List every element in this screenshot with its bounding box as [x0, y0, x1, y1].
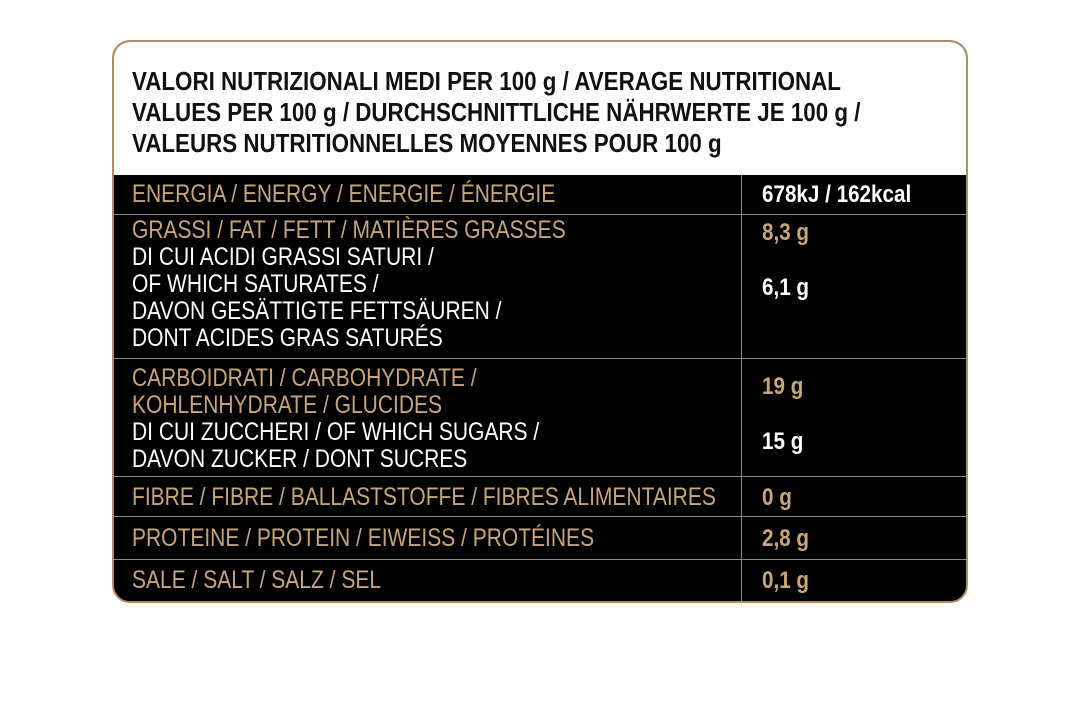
carbs-label-2: KOHLENHYDRATE / GLUCIDES [132, 391, 443, 419]
row-fat [114, 215, 966, 359]
saturates-value: 6,1 g [762, 274, 810, 301]
header-line-1: VALORI NUTRIZIONALI MEDI PER 100 g / AVERAGE NUTRITIONAL [132, 66, 841, 96]
salt-label: SALE / SALT / SALZ / SEL [132, 566, 382, 594]
fat-label: GRASSI / FAT / FETT / MATIÈRES GRASSES [132, 216, 566, 244]
nutrition-label [112, 40, 968, 603]
saturates-label-1: DI CUI ACIDI GRASSI SATURI / [132, 243, 434, 271]
fat-value: 8,3 g [762, 219, 810, 246]
saturates-label-3: DAVON GESÄTTIGTE FETTSÄUREN / [132, 297, 502, 325]
row-protein [114, 517, 966, 560]
header-line-2: VALUES PER 100 g / DURCHSCHNITTLICHE NÄHRWERTE JE 100 g / [132, 97, 861, 127]
carbs-label-1: CARBOIDRATI / CARBOHYDRATE / [132, 364, 477, 392]
saturates-label-2: OF WHICH SATURATES / [132, 270, 379, 298]
protein-label: PROTEINE / PROTEIN / EIWEISS / PROTÉINES [132, 524, 595, 552]
label-header [114, 42, 966, 175]
energy-value: 678kJ / 162kcal [762, 181, 912, 208]
row-energy [114, 175, 966, 215]
carbs-value: 19 g [762, 373, 804, 400]
row-fibre [114, 477, 966, 517]
header-line-3: VALEURS NUTRITIONNELLES MOYENNES POUR 100 g [132, 128, 722, 158]
row-salt [114, 560, 966, 601]
sugars-value: 15 g [762, 428, 804, 455]
protein-value: 2,8 g [762, 525, 810, 552]
salt-value: 0,1 g [762, 567, 810, 594]
fibre-label: FIBRE / FIBRE / BALLASTSTOFFE / FIBRES ALIMENTAIRES [132, 483, 716, 511]
energy-label: ENERGIA / ENERGY / ENERGIE / ÉNERGIE [132, 180, 556, 208]
sugars-label-2: DAVON ZUCKER / DONT SUCRES [132, 445, 468, 473]
nutrition-table [114, 175, 966, 601]
fibre-value: 0 g [762, 484, 792, 511]
row-carbohydrate [114, 359, 966, 477]
sugars-label-1: DI CUI ZUCCHERI / OF WHICH SUGARS / [132, 418, 540, 446]
saturates-label-4: DONT ACIDES GRAS SATURÉS [132, 324, 443, 352]
